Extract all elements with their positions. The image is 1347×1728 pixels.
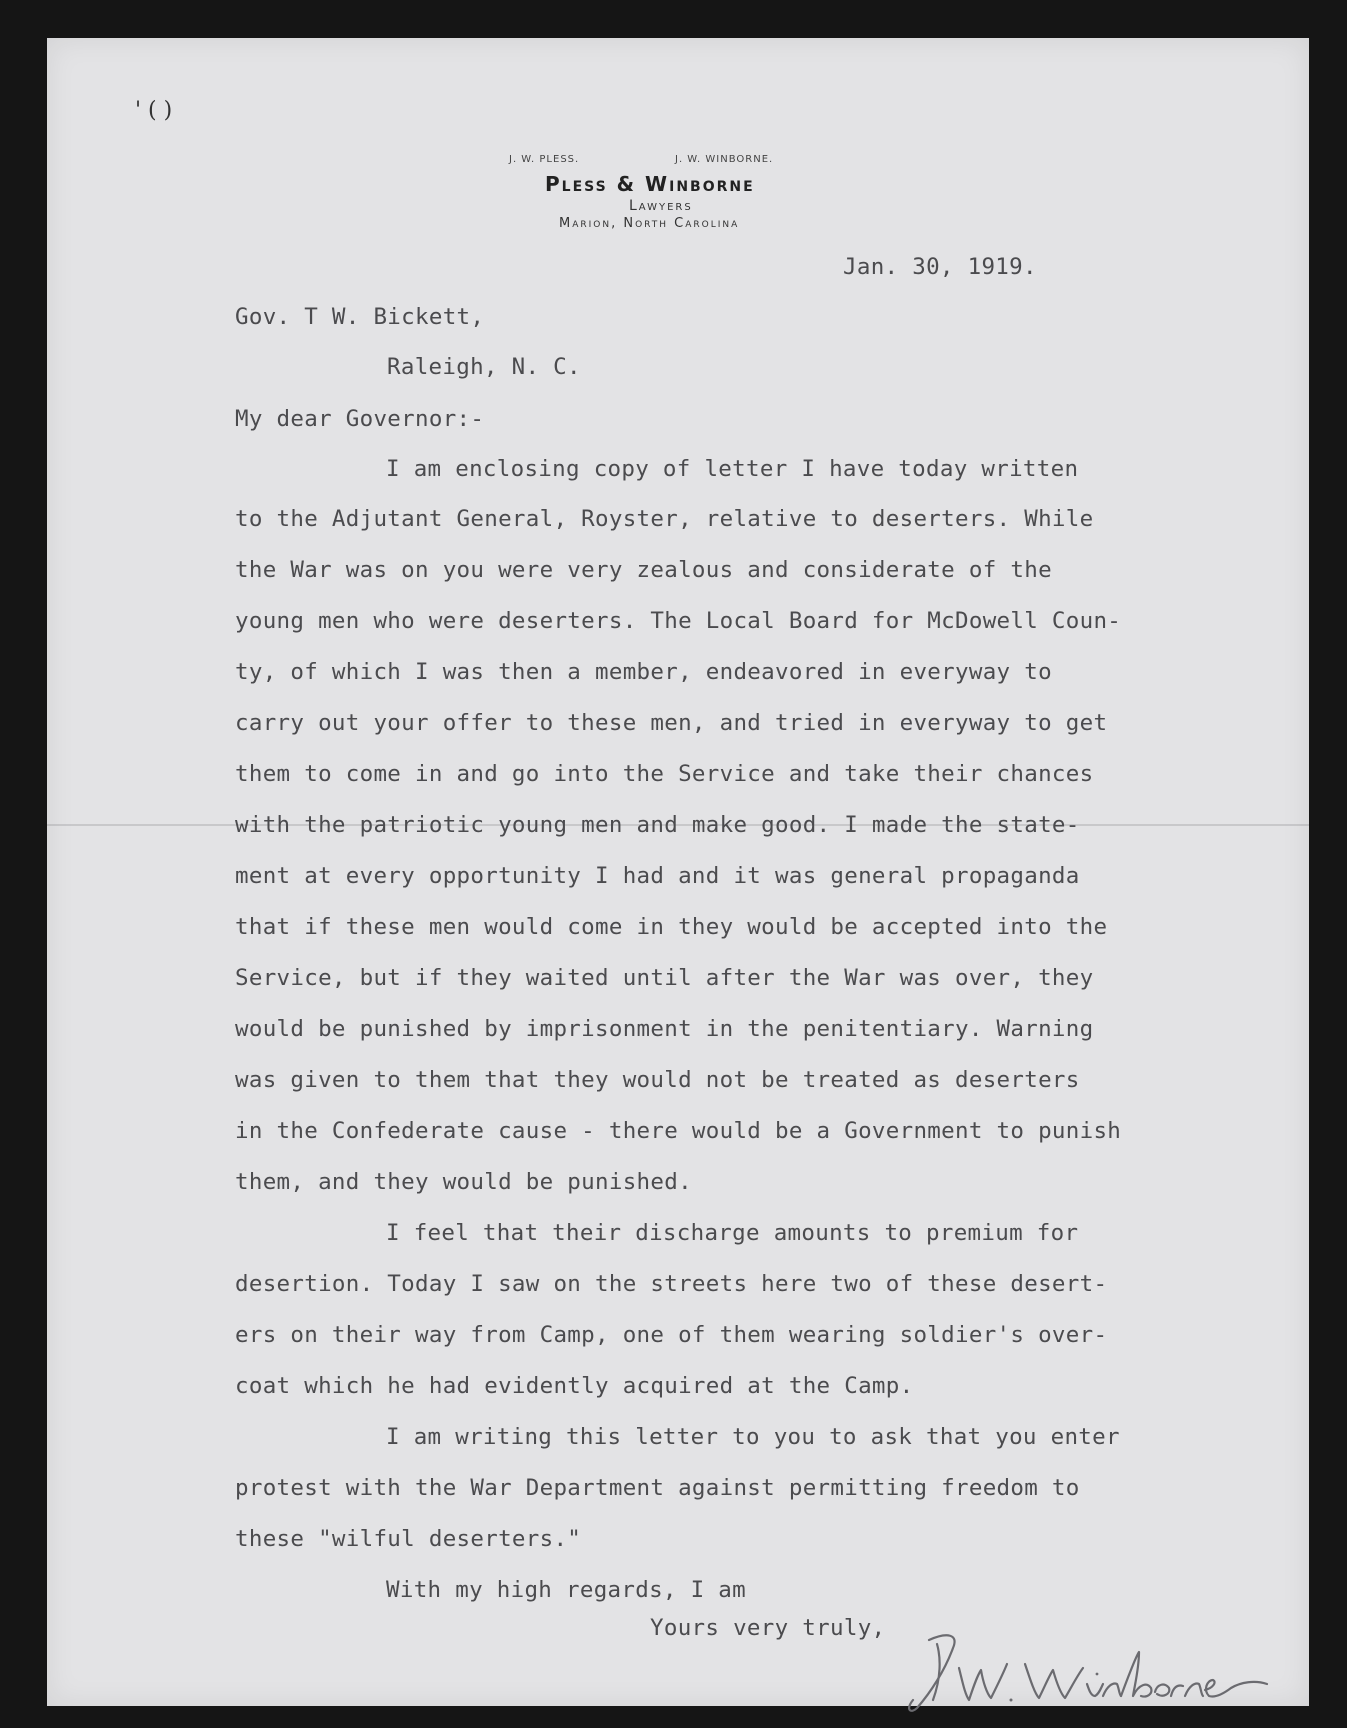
body-line: them to come in and go into the Service and take their chances bbox=[235, 761, 1094, 787]
body-line: desertion. Today I saw on the streets here two of these desert- bbox=[235, 1271, 1108, 1297]
body-line: the War was on you were very zealous and considerate of the bbox=[235, 557, 1052, 583]
body-line: that if these men would come in they would be accepted into the bbox=[235, 914, 1108, 940]
body-line: young men who were deserters. The Local Board for McDowell Coun- bbox=[235, 608, 1122, 634]
recipient-city: Raleigh, N. C. bbox=[387, 354, 581, 380]
complimentary-close: Yours very truly, bbox=[650, 1615, 886, 1641]
body-line: ers on their way from Camp, one of them wearing soldier's over- bbox=[235, 1322, 1108, 1348]
body-line: them, and they would be punished. bbox=[235, 1169, 692, 1195]
handwritten-signature bbox=[907, 1618, 1307, 1728]
corner-mark: ' ( ) bbox=[135, 98, 173, 123]
body-line: ty, of which I was then a member, endeavored in everyway to bbox=[235, 659, 1052, 685]
letter-page bbox=[47, 38, 1309, 1706]
letter-date: Jan. 30, 1919. bbox=[843, 254, 1037, 280]
body-line: to the Adjutant General, Royster, relative to deserters. While bbox=[235, 506, 1094, 532]
body-line: coat which he had evidently acquired at the Camp. bbox=[235, 1373, 914, 1399]
letterhead-profession: Lawyers bbox=[629, 198, 693, 214]
body-line: was given to them that they would not be treated as deserters bbox=[235, 1067, 1080, 1093]
letterhead-partner-right: J. W. WINBORNE. bbox=[675, 154, 774, 165]
body-line: with the patriotic young men and make good. I made the state- bbox=[235, 812, 1080, 838]
body-line: I am writing this letter to you to ask that you enter bbox=[386, 1424, 1120, 1450]
letterhead-location: Marion, North Carolina bbox=[559, 216, 740, 231]
letterhead-firm-name: Pless & Winborne bbox=[545, 172, 755, 196]
body-line: in the Confederate cause - there would be a Government to punish bbox=[235, 1118, 1122, 1144]
body-line: protest with the War Department against permitting freedom to bbox=[235, 1475, 1080, 1501]
body-line: ment at every opportunity I had and it was general propaganda bbox=[235, 863, 1080, 889]
letterhead-partner-left: J. W. PLESS. bbox=[509, 154, 580, 165]
body-line: I feel that their discharge amounts to premium for bbox=[386, 1220, 1079, 1246]
closing: With my high regards, I am bbox=[386, 1577, 746, 1603]
body-line: I am enclosing copy of letter I have today written bbox=[386, 456, 1079, 482]
body-line: Service, but if they waited until after the War was over, they bbox=[235, 965, 1094, 991]
body-line: would be punished by imprisonment in the penitentiary. Warning bbox=[235, 1016, 1094, 1042]
body-line: carry out your offer to these men, and tried in everyway to get bbox=[235, 710, 1108, 736]
salutation: My dear Governor:- bbox=[235, 406, 485, 432]
body-line: these "wilful deserters." bbox=[235, 1526, 582, 1552]
recipient-name: Gov. T W. Bickett, bbox=[235, 304, 485, 330]
